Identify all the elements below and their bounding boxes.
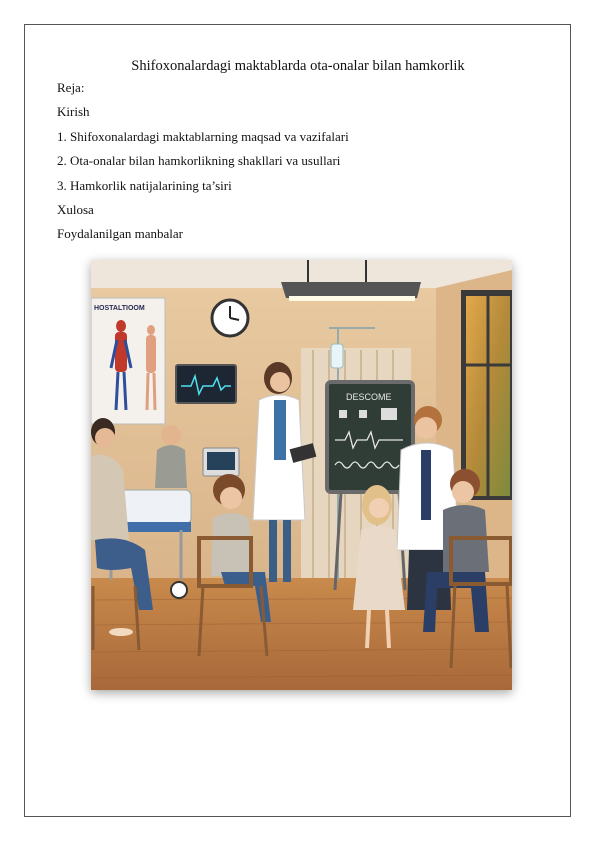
hospital-classroom-illustration bbox=[91, 260, 512, 690]
outline-item-references: Foydalanilgan manbalar bbox=[57, 226, 183, 242]
anatomy-poster bbox=[91, 298, 165, 424]
outline-list bbox=[57, 76, 349, 247]
heart-monitor bbox=[176, 365, 236, 403]
outline-item-1: 1. Shifoxonalardagi maktablarning maqsad va vazifalari bbox=[57, 128, 349, 144]
window bbox=[461, 290, 512, 500]
poster-title: HOSTALTIOOM bbox=[94, 305, 145, 312]
outline-item-conclusion: Xulosa bbox=[57, 201, 94, 217]
outline-heading: Reja: bbox=[57, 80, 85, 95]
outline-item-2: 2. Ota-onalar bilan hamkorlikning shakllari va usullari bbox=[57, 153, 341, 169]
board-title: DESCOME bbox=[346, 392, 392, 402]
outline-item-intro: Kirish bbox=[57, 104, 90, 120]
document-title: Shifoxonalardagi maktablarda ota-onalar bilan hamkorlik bbox=[131, 58, 465, 74]
wall-clock bbox=[212, 300, 248, 336]
outline-item-3: 3. Hamkorlik natijalarining ta’siri bbox=[57, 177, 232, 193]
